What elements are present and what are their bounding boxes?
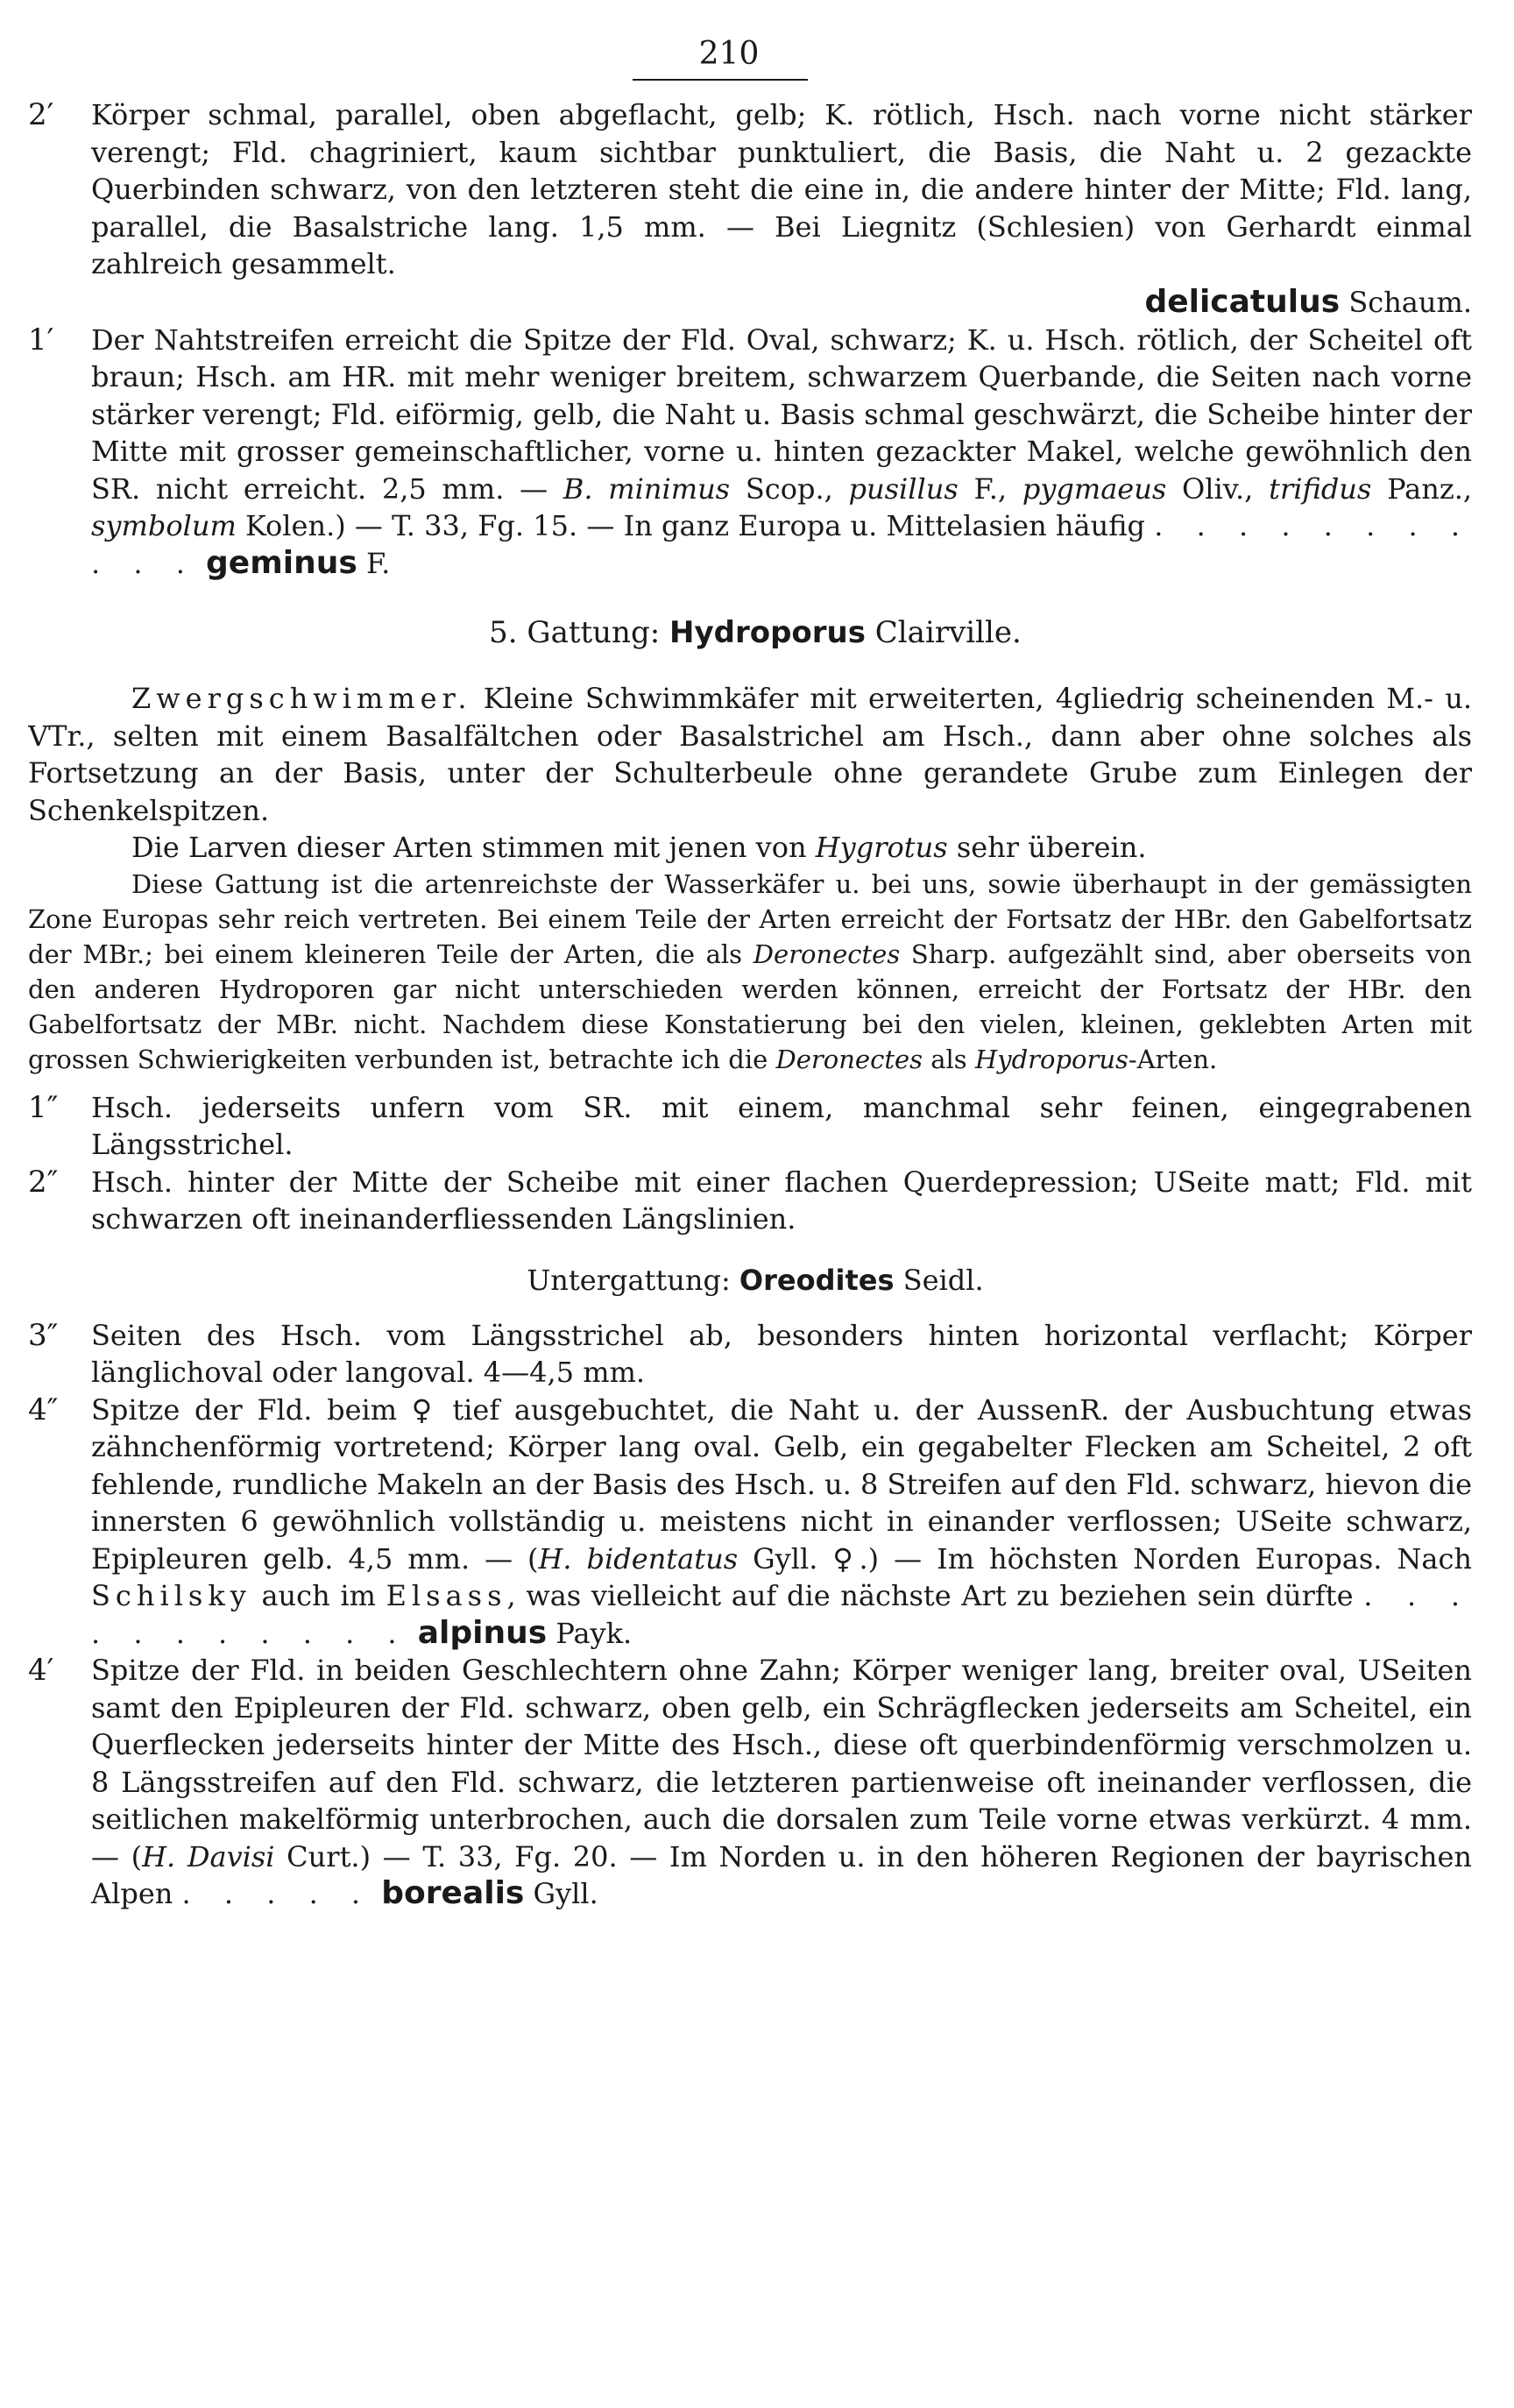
header-rule bbox=[633, 79, 808, 81]
genus-reference: Hygrotus bbox=[815, 831, 948, 864]
synonym-author: Panz., bbox=[1371, 471, 1473, 506]
synonym: pusillus bbox=[848, 471, 959, 506]
key-text: auch im bbox=[251, 1579, 386, 1612]
note-text: -Arten. bbox=[1128, 1044, 1218, 1074]
synonym: H. Davisi bbox=[142, 1839, 275, 1873]
species-author: Gyll. bbox=[533, 1877, 598, 1910]
synonym: symbolum bbox=[91, 509, 237, 542]
genus-note bbox=[28, 867, 1482, 1077]
leader-dots: . . . . . bbox=[181, 1877, 373, 1910]
note-text: als bbox=[923, 1044, 975, 1074]
genus-name: Hydroporus bbox=[669, 615, 866, 650]
key-number: 2′ bbox=[28, 97, 54, 132]
species-line bbox=[28, 283, 1482, 322]
subgenus-heading bbox=[28, 1261, 1482, 1300]
subgenus-prefix: Untergattung: bbox=[527, 1263, 739, 1297]
key-text: Der Nahtstreifen erreicht die Spitze der Fld. Oval, schwarz; K. u. Hsch. rötlich, der Scheitel oft braun; Hsch. am HR. mit mehr weniger breitem, schwarzem Querbande, die Seiten nach vorne stärker verengt; Fld. eiförmig, gelb, die Naht u. Basis schmal geschwärzt, die Scheibe hinter der Mitte mit grosser gemeinschaftlicher, vorne u. hinten gezackter Makel, welche gewöhnlich den SR. nicht erreicht. 2,5 mm. — bbox=[91, 322, 1472, 506]
genus-prefix: 5. Gattung: bbox=[489, 615, 669, 650]
genus-heading bbox=[28, 613, 1482, 652]
key-entry bbox=[28, 322, 1482, 583]
key-entry bbox=[28, 1164, 1482, 1238]
species-name: alpinus bbox=[417, 1614, 548, 1651]
species-name: borealis bbox=[381, 1875, 525, 1911]
key-number: 3″ bbox=[28, 1317, 59, 1353]
genus-author: Clairville. bbox=[865, 615, 1022, 650]
page-number: 210 bbox=[698, 36, 760, 72]
synonym: H. bidentatus bbox=[538, 1541, 739, 1576]
key-text: Gyll. ♀.) — Im höchsten Norden Europas. Nach bbox=[738, 1541, 1473, 1576]
person-name: Schilsky bbox=[91, 1579, 251, 1612]
key-text: Kolen.) — T. 33, Fg. 15. — In ganz Europa u. Mittelasien häufig bbox=[236, 509, 1146, 542]
key-text: , was vielleicht auf die nächste Art zu beziehen sein dürfte bbox=[506, 1579, 1354, 1612]
leader-dots: . . . . . . . . . . . bbox=[91, 1579, 1473, 1650]
note-text: Diese Gattung ist die artenreichste der Wasserkäfer u. bei uns, sowie überhaupt in der gemässigten Zone Europas sehr reich vertreten. Bei einem Teile der Arten erreicht der Fortsatz der HBr. den Gabelfortsatz der MBr.; bei einem kleineren Teile der Arten, die als bbox=[28, 868, 1472, 969]
genus-reference: Deronectes bbox=[753, 938, 901, 969]
larvae-text: Die Larven dieser Arten stimmen mit jenen von bbox=[131, 831, 816, 864]
species-author: F. bbox=[365, 546, 391, 580]
key-text: Spitze der Fld. beim ♀ tief ausgebuchtet, die Naht u. der AussenR. der Ausbuchtung etwas zähnchenförmig vortretend; Körper lang oval. Gelb, ein gegabelter Flecken am Scheitel, 2 oft fehlende, rundliche Makeln an der Basis des Hsch. u. 8 Streifen auf den Fld. schwarz, hievon die innersten 6 gewöhnlich vollständig u. meistens nicht in einander verflossen; USeite schwarz, Epipleuren gelb. 4,5 mm. — ( bbox=[91, 1392, 1472, 1576]
key-number: 1″ bbox=[28, 1089, 59, 1125]
key-text: Curt.) — T. 33, Fg. 20. — Im Norden u. in den höheren Regionen der bayrischen Alpen bbox=[91, 1839, 1473, 1910]
subgenus-name: Oreodites bbox=[739, 1263, 895, 1297]
synonym: B. minimus bbox=[562, 471, 731, 506]
synonym-author: F., bbox=[958, 471, 1022, 506]
genus-reference: Hydroporus bbox=[974, 1044, 1128, 1074]
key-number: 4″ bbox=[28, 1392, 59, 1427]
leader-dots: . . . . . . . . . . . bbox=[91, 509, 1473, 580]
subgenus-author: Seidl. bbox=[894, 1263, 984, 1297]
genus-reference: Deronectes bbox=[775, 1044, 923, 1074]
key-number: 1′ bbox=[28, 322, 54, 358]
description-text: Kleine Schwimmkäfer mit erweiterten, 4gliedrig scheinenden M.- u. VTr., selten mit einem Basalfältchen oder Basalstrichel am Hsch., dann aber ohne solches als Fortsetzung an der Basis, unter der Schulterbeule ohne gerandete Grube zum Einlegen der Schenkelspitzen. bbox=[28, 682, 1472, 827]
place-name: Elsass bbox=[386, 1579, 507, 1612]
species-author: Payk. bbox=[555, 1616, 633, 1650]
synonym-author: Oliv., bbox=[1166, 471, 1270, 506]
key-number: 4′ bbox=[28, 1653, 54, 1688]
key-entry bbox=[28, 1652, 1482, 1913]
synonym-author: Scop., bbox=[730, 471, 849, 506]
species-name: delicatulus bbox=[1144, 283, 1341, 320]
note-text: Sharp. aufgezählt sind, aber oberseits von den anderen Hydroporen gar nicht unterschieden werden können, erreicht der Fortsatz der HBr. den Gabelfortsatz der MBr. nicht. Nachdem diese Konstatierung bei den vielen, kleinen, geklebten Arten mit grossen Schwierigkeiten verbunden ist, betrachte ich die bbox=[28, 938, 1472, 1074]
key-entry bbox=[28, 1317, 1482, 1392]
key-text: Seiten des Hsch. vom Längsstrichel ab, besonders hinten horizontal verflacht; Körper länglichoval oder langoval. 4—4,5 mm. bbox=[91, 1318, 1472, 1389]
key-entry bbox=[28, 1089, 1482, 1164]
key-text: Hsch. hinter der Mitte der Scheibe mit einer flachen Querdepression; USeite matt; Fld. mit schwarzen oft ineinanderfliessenden Längslinien. bbox=[91, 1165, 1472, 1236]
document-page bbox=[28, 35, 1482, 2383]
key-entry bbox=[28, 96, 1482, 283]
species-name: geminus bbox=[206, 544, 357, 581]
key-entry bbox=[28, 1392, 1482, 1653]
larvae-text: sehr überein. bbox=[947, 831, 1147, 864]
key-text: Spitze der Fld. in beiden Geschlechtern ohne Zahn; Körper weniger lang, breiter oval, USeiten samt den Epipleuren der Fld. schwarz, oben gelb, ein Schrägflecken jederseits am Scheitel, ein Querflecken jederseits hinter der Mitte des Hsch., diese oft querbindenförmig verschmolzen u. 8 Längsstreifen auf den Fld. schwarz, die letzteren partienweise oft ineinander verflossen, die seitlichen makelförmig unterbrochen, auch die dorsalen zum Teile vorne etwas verkürzt. 4 mm. — ( bbox=[91, 1654, 1472, 1873]
larvae-note bbox=[28, 829, 1482, 867]
species-author: Schaum. bbox=[1348, 285, 1472, 319]
genus-description bbox=[28, 680, 1482, 829]
key-text: Hsch. jederseits unfern vom SR. mit einem, manchmal sehr feinen, eingegrabenen Längsstrichel. bbox=[91, 1090, 1472, 1161]
common-name: Zwergschwimmer. bbox=[131, 682, 472, 715]
synonym: pygmaeus bbox=[1022, 471, 1167, 506]
key-number: 2″ bbox=[28, 1164, 59, 1200]
key-text: Körper schmal, parallel, oben abgeflacht, gelb; K. rötlich, Hsch. nach vorne nicht stärker verengt; Fld. chagriniert, kaum sichtbar punktuliert, die Basis, die Naht u. 2 gezackte Querbinden schwarz, von den letzteren steht die eine in, die andere hinter der Mitte; Fld. lang, parallel, die Basalstriche lang. 1,5 mm. — Bei Liegnitz (Schlesien) von Gerhardt einmal zahlreich gesammelt. bbox=[91, 98, 1472, 280]
synonym: trifidus bbox=[1269, 471, 1372, 506]
